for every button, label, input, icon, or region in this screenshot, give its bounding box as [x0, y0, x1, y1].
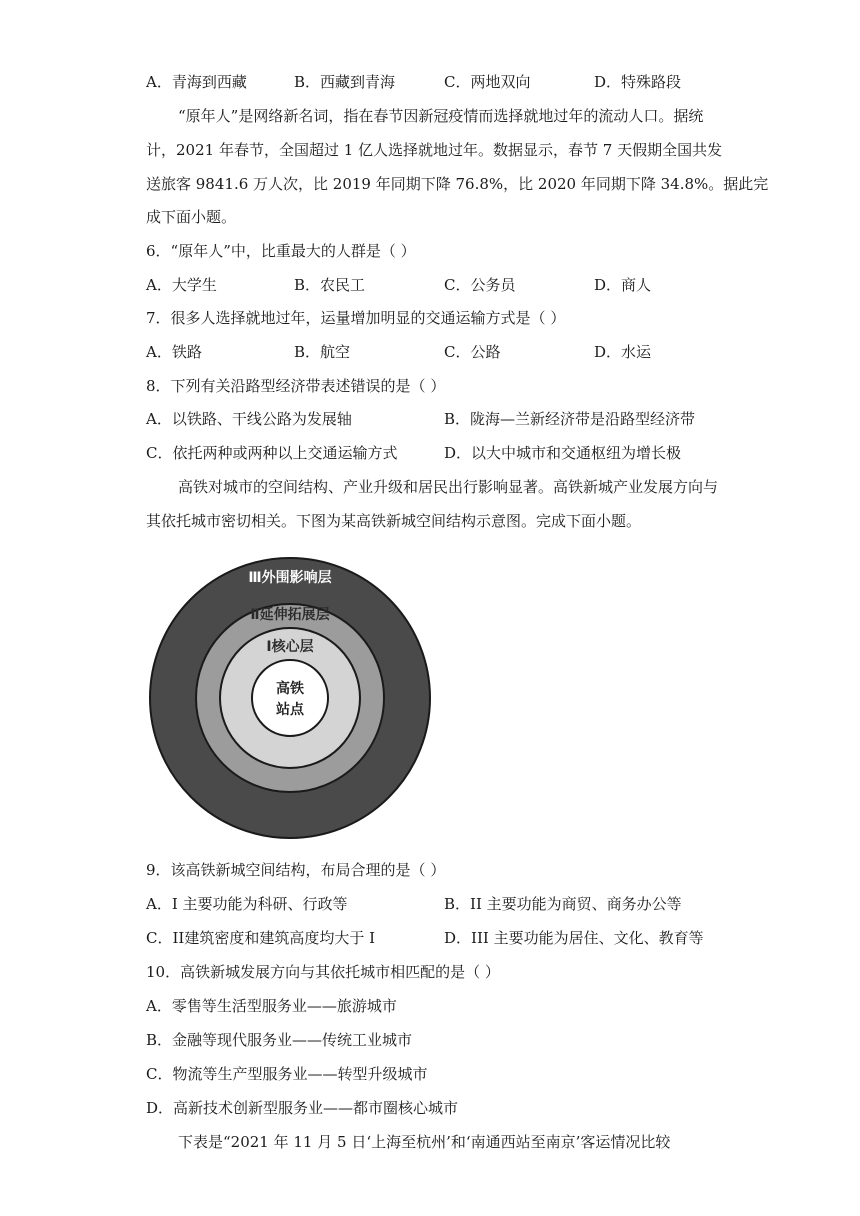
q6-option-c: C．公务员 — [444, 276, 516, 294]
passage-1-line-1: “原年人”是网络新名词，指在春节因新冠疫情而选择就地过年的流动人口。据统 — [178, 107, 704, 125]
q10-option-c: C．物流等生产型服务业——转型升级城市 — [146, 1065, 428, 1083]
q5-option-d: D．特殊路段 — [594, 73, 682, 91]
q5-option-a: A．青海到西藏 — [146, 73, 247, 91]
q8-stem: 8．下列有关沿路型经济带表述错误的是（ ） — [146, 377, 446, 395]
q10-stem: 10．高铁新城发展方向与其依托城市相匹配的是（ ） — [146, 963, 500, 981]
q8-option-d: D．以大中城市和交通枢纽为增长极 — [444, 444, 682, 462]
passage-1-line-2: 计，2021 年春节，全国超过 1 亿人选择就地过年。数据显示，春节 7 天假期全国共发 — [146, 141, 723, 159]
q10-option-a: A．零售等生活型服务业——旅游城市 — [146, 997, 397, 1015]
q9-option-a: A．I 主要功能为科研、行政等 — [146, 895, 348, 913]
q5-option-c: C．两地双向 — [444, 73, 531, 91]
q10-option-b: B．金融等现代服务业——传统工业城市 — [146, 1031, 413, 1049]
passage-3-line-1: 下表是“2021 年 11 月 5 日‘上海至杭州’和‘南通西站至南京’客运情况比较 — [178, 1133, 671, 1151]
station-label-line-2: 站点 — [276, 702, 304, 718]
passage-2-line-2: 其依托城市密切相关。下图为某高铁新城空间结构示意图。完成下面小题。 — [146, 512, 642, 530]
core-layer-label: Ⅰ核心层 — [266, 639, 314, 655]
q8-option-a: A．以铁路、干线公路为发展轴 — [146, 410, 352, 428]
middle-layer-label: Ⅱ延伸拓展层 — [250, 607, 330, 623]
q6-option-b: B．农民工 — [294, 276, 366, 294]
hsr-new-town-structure-diagram — [148, 556, 432, 840]
q9-option-b: B．II 主要功能为商贸、商务办公等 — [444, 895, 682, 913]
q6-stem: 6．“原年人”中，比重最大的人群是（ ） — [146, 242, 416, 260]
q9-option-d: D．III 主要功能为居住、文化、教育等 — [444, 929, 704, 947]
q7-option-a: A．铁路 — [146, 343, 202, 361]
station-label-line-1: 高铁 — [276, 681, 304, 697]
passage-1-line-3: 送旅客 9841.6 万人次，比 2019 年同期下降 76.8%，比 2020 年同期下降 34.8%。据此完 — [146, 175, 769, 193]
q9-stem: 9．该高铁新城空间结构，布局合理的是（ ） — [146, 861, 446, 879]
q10-option-d: D．高新技术创新型服务业——都市圈核心城市 — [146, 1099, 459, 1117]
passage-1-line-4: 成下面小题。 — [146, 208, 237, 226]
q7-option-c: C．公路 — [444, 343, 501, 361]
outer-layer-label: Ⅲ外围影响层 — [248, 570, 332, 586]
q7-option-b: B．航空 — [294, 343, 351, 361]
q6-option-d: D．商人 — [594, 276, 652, 294]
q5-option-b: B．西藏到青海 — [294, 73, 396, 91]
q8-option-c: C．依托两种或两种以上交通运输方式 — [146, 444, 398, 462]
q8-option-b: B．陇海—兰新经济带是沿路型经济带 — [444, 410, 696, 428]
hsr-station-circle — [252, 660, 328, 736]
q7-stem: 7．很多人选择就地过年，运量增加明显的交通运输方式是（ ） — [146, 309, 566, 327]
passage-2-line-1: 高铁对城市的空间结构、产业升级和居民出行影响显著。高铁新城产业发展方向与 — [178, 478, 719, 496]
q9-option-c: C．II建筑密度和建筑高度均大于 I — [146, 929, 376, 947]
q6-option-a: A．大学生 — [146, 276, 217, 294]
q7-option-d: D．水运 — [594, 343, 652, 361]
